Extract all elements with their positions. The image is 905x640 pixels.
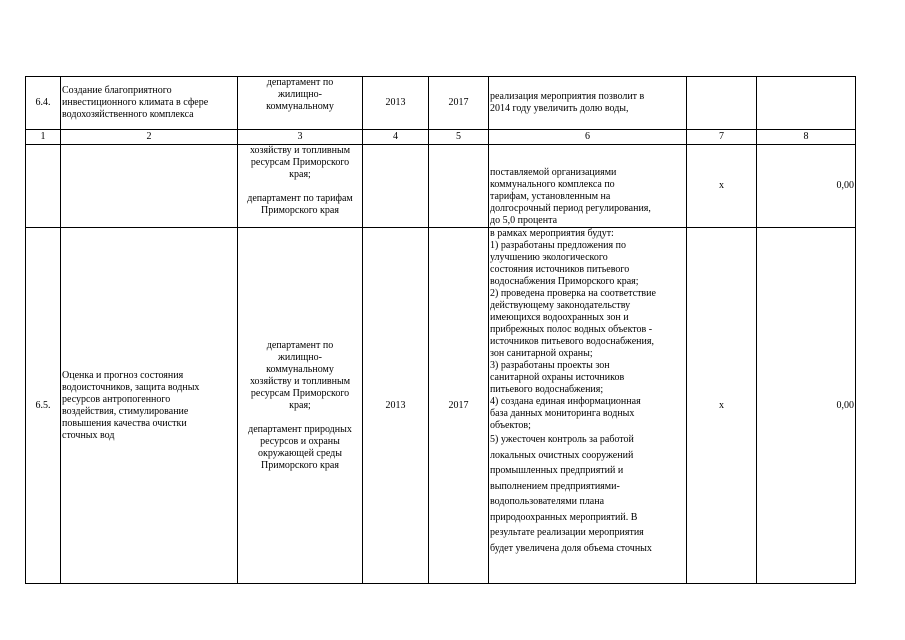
col-8-value [757, 77, 856, 130]
executor-part-1: департамент по жилищно- коммунальному хозяйству и топливным ресурсам Приморского края; [249, 339, 351, 411]
program-table [25, 76, 856, 584]
expected-result [489, 228, 687, 584]
col-7-value: x [687, 228, 757, 584]
col-8-value: 0,00 [757, 145, 856, 228]
expected-result: реализация мероприятия позволит в 2014 году увеличить долю воды, [489, 77, 687, 130]
col-7-value: x [687, 145, 757, 228]
measure-name: Оценка и прогноз состояния водоисточников, защита водных ресурсов антропогенного воздействия, стимулирование повышения качества очистки сточных вод [61, 228, 238, 584]
expected-result-part-2: 5) ужесточен контроль за работой локальных очистных сооружений промышленных предприятий и выполнением предприятиями- водопользователями плана природоохранных мероприятий. В результате реализации мероприятия будет увеличена доля объема сточных [490, 434, 652, 554]
start-year [363, 145, 429, 228]
row-number: 6.4. [26, 77, 61, 130]
col-7-value [687, 77, 757, 130]
spacer [239, 181, 361, 193]
column-number-row [26, 130, 856, 145]
end-year: 2017 [429, 228, 489, 584]
executor [238, 228, 363, 584]
column-number: 4 [363, 130, 429, 145]
start-year: 2013 [363, 228, 429, 584]
column-number: 6 [489, 130, 687, 145]
expected-result-part-1: в рамках мероприятия будут: 1) разработаны предложения по улучшению экологического состояния источников питьевого водоснабжения Приморского края; 2) проведена проверка на соответствие действующему законодательству имеющихся водоохранных зон и прибрежных полос водных объектов - источников питьевого водоснабжения, зон санитарной охраны; 3) разработаны проекты зон санитарной охраны источников питьевого водоснабжения; 4) создана единая информационная база данных мониторинга водных объектов; [490, 228, 656, 431]
column-number: 7 [687, 130, 757, 145]
executor-part-1: хозяйству и топливным ресурсам Приморского края; [249, 145, 351, 180]
column-number: 3 [238, 130, 363, 145]
end-year [429, 145, 489, 228]
row-number [26, 145, 61, 228]
row-number: 6.5. [26, 228, 61, 584]
end-year: 2017 [429, 77, 489, 130]
column-number: 5 [429, 130, 489, 145]
start-year: 2013 [363, 77, 429, 130]
column-number: 1 [26, 130, 61, 145]
executor-part-2: департамент по тарифам Приморского края [247, 193, 353, 216]
executor [238, 145, 363, 228]
table-row-6-5 [26, 228, 856, 584]
table-row-6-4 [26, 77, 856, 130]
table-row-continuation [26, 145, 856, 228]
measure-name [61, 145, 238, 228]
executor: департамент по жилищно- коммунальному [238, 77, 363, 130]
measure-name: Создание благоприятного инвестиционного климата в сфере водохозяйственного комплекса [61, 77, 238, 130]
column-number: 8 [757, 130, 856, 145]
expected-result: поставляемой организациями коммунального комплекса по тарифам, установленным на долгосрочный период регулирования, до 5,0 процента [489, 145, 687, 228]
executor-part-2: департамент природных ресурсов и охраны окружающей среды Приморского края [248, 423, 352, 471]
column-number: 2 [61, 130, 238, 145]
col-8-value: 0,00 [757, 228, 856, 584]
spacer [239, 412, 361, 424]
